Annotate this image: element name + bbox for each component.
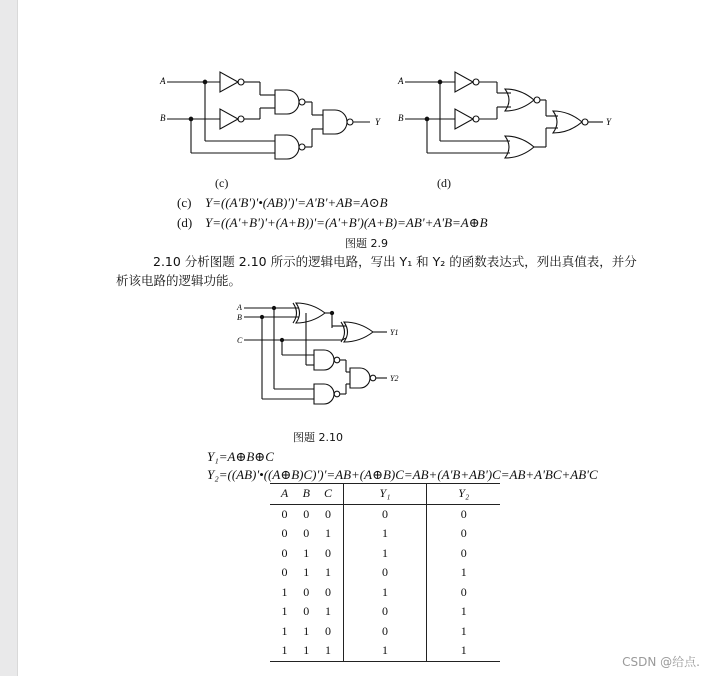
table-cell: 0 — [343, 602, 427, 622]
table-cell: 1 — [303, 545, 310, 560]
table-cell: 0 — [281, 565, 288, 580]
table-cell: 1 — [325, 526, 331, 541]
table-cell: 0 — [325, 584, 331, 599]
table-cell: 1 — [343, 544, 427, 564]
table-cell: 1 — [427, 602, 500, 622]
problem-text-line1: 2.10 分析图题 2.10 所示的逻辑电路，写出 Y₁ 和 Y₂ 的函数表达式，列出真值表，并分 — [153, 254, 637, 269]
circuit-diagram-c — [155, 62, 385, 162]
table-cell: 1 — [281, 623, 288, 638]
equation-c-tag: (c) — [177, 195, 192, 210]
watermark: CSDN @给点. — [622, 655, 700, 669]
table-row — [270, 641, 500, 661]
table-row — [270, 602, 500, 622]
table-cell: 1 — [281, 584, 288, 599]
figure-2-10-caption: 图题 2.10 — [293, 431, 343, 444]
equation-d-text: Y=((A'+B')'+(A+B))'=(A'+B')(A+B)=AB'+A'B=A⊕B — [205, 215, 488, 230]
input-a-label: A — [237, 303, 242, 312]
table-cell: 1 — [281, 604, 288, 619]
header-c: C — [324, 486, 333, 501]
table-cell: 0 — [427, 583, 500, 603]
table-cell: 0 — [281, 545, 288, 560]
output-y-label: Y — [606, 117, 612, 127]
table-cell: 0 — [427, 544, 500, 564]
figure-2-9-caption: 图题 2.9 — [345, 237, 388, 250]
table-row — [270, 583, 500, 603]
table-cell: 1 — [270, 641, 299, 661]
input-a-label: A — [160, 76, 166, 86]
input-c-label: C — [237, 336, 243, 345]
table-cell: 0 — [427, 504, 500, 524]
table-cell: 1 — [343, 583, 427, 603]
table-row — [270, 504, 500, 524]
table-cell: 0 — [303, 604, 310, 619]
table-cell: 1 — [299, 641, 314, 661]
table-cell: 1 — [343, 641, 427, 661]
table-cell: 0 — [325, 545, 331, 560]
table-cell: 0 — [343, 504, 427, 524]
table-cell: 1 — [427, 641, 500, 661]
table-cell: 1 — [343, 524, 427, 544]
problem-text-line2: 析该电路的逻辑功能。 — [116, 273, 242, 288]
figure-d-label: (d) — [437, 176, 451, 190]
circuit-diagram-d — [393, 62, 623, 162]
table-cell: 1 — [303, 623, 310, 638]
table-row — [270, 544, 500, 564]
table-cell: 0 — [343, 563, 427, 583]
figure-c-label: (c) — [215, 176, 229, 190]
header-y1: Y₁ — [343, 484, 427, 505]
table-row — [270, 563, 500, 583]
equation-d — [177, 215, 488, 231]
circuit-diagram-2-10 — [232, 298, 412, 410]
table-cell: 0 — [303, 584, 310, 599]
input-a-label: A — [398, 76, 404, 86]
output-y2-label: Y2 — [390, 374, 399, 383]
table-row — [270, 524, 500, 544]
truth-table-header — [270, 484, 500, 505]
equation-c-text: Y=((A'B')'•(AB)')'=A'B'+AB=A⊙B — [205, 195, 388, 210]
output-y-label: Y — [375, 117, 381, 127]
table-cell: 0 — [343, 622, 427, 642]
header-a: A — [280, 486, 289, 501]
solution-y1: Y₁=A⊕B⊕C — [207, 449, 274, 464]
input-b-label: B — [237, 313, 242, 322]
table-cell: 1 — [303, 565, 310, 580]
header-b: B — [302, 486, 310, 501]
header-y2: Y₂ — [427, 484, 500, 505]
equation-d-tag: (d) — [177, 215, 193, 230]
table-cell: 0 — [325, 506, 331, 521]
table-cell: 0 — [303, 526, 310, 541]
truth-table — [270, 483, 500, 662]
table-cell: 0 — [281, 506, 288, 521]
table-cell: 1 — [314, 641, 344, 661]
table-cell: 1 — [427, 622, 500, 642]
table-cell: 1 — [427, 563, 500, 583]
table-row — [270, 622, 500, 642]
equation-c — [177, 195, 388, 211]
output-y1-label: Y1 — [390, 328, 399, 337]
input-b-label: B — [160, 113, 166, 123]
table-cell: 1 — [325, 604, 331, 619]
input-b-label: B — [398, 113, 404, 123]
table-cell: 0 — [281, 526, 288, 541]
table-cell: 0 — [303, 506, 310, 521]
table-cell: 1 — [325, 565, 331, 580]
solution-y2: Y₂=((AB)'•((A⊕B)C)')'=AB+(A⊕B)C=AB+(A'B+AB')C=AB+A'BC+AB'C — [207, 467, 598, 482]
table-cell: 0 — [427, 524, 500, 544]
viewer-sidebar — [0, 0, 18, 676]
table-cell: 0 — [325, 623, 331, 638]
